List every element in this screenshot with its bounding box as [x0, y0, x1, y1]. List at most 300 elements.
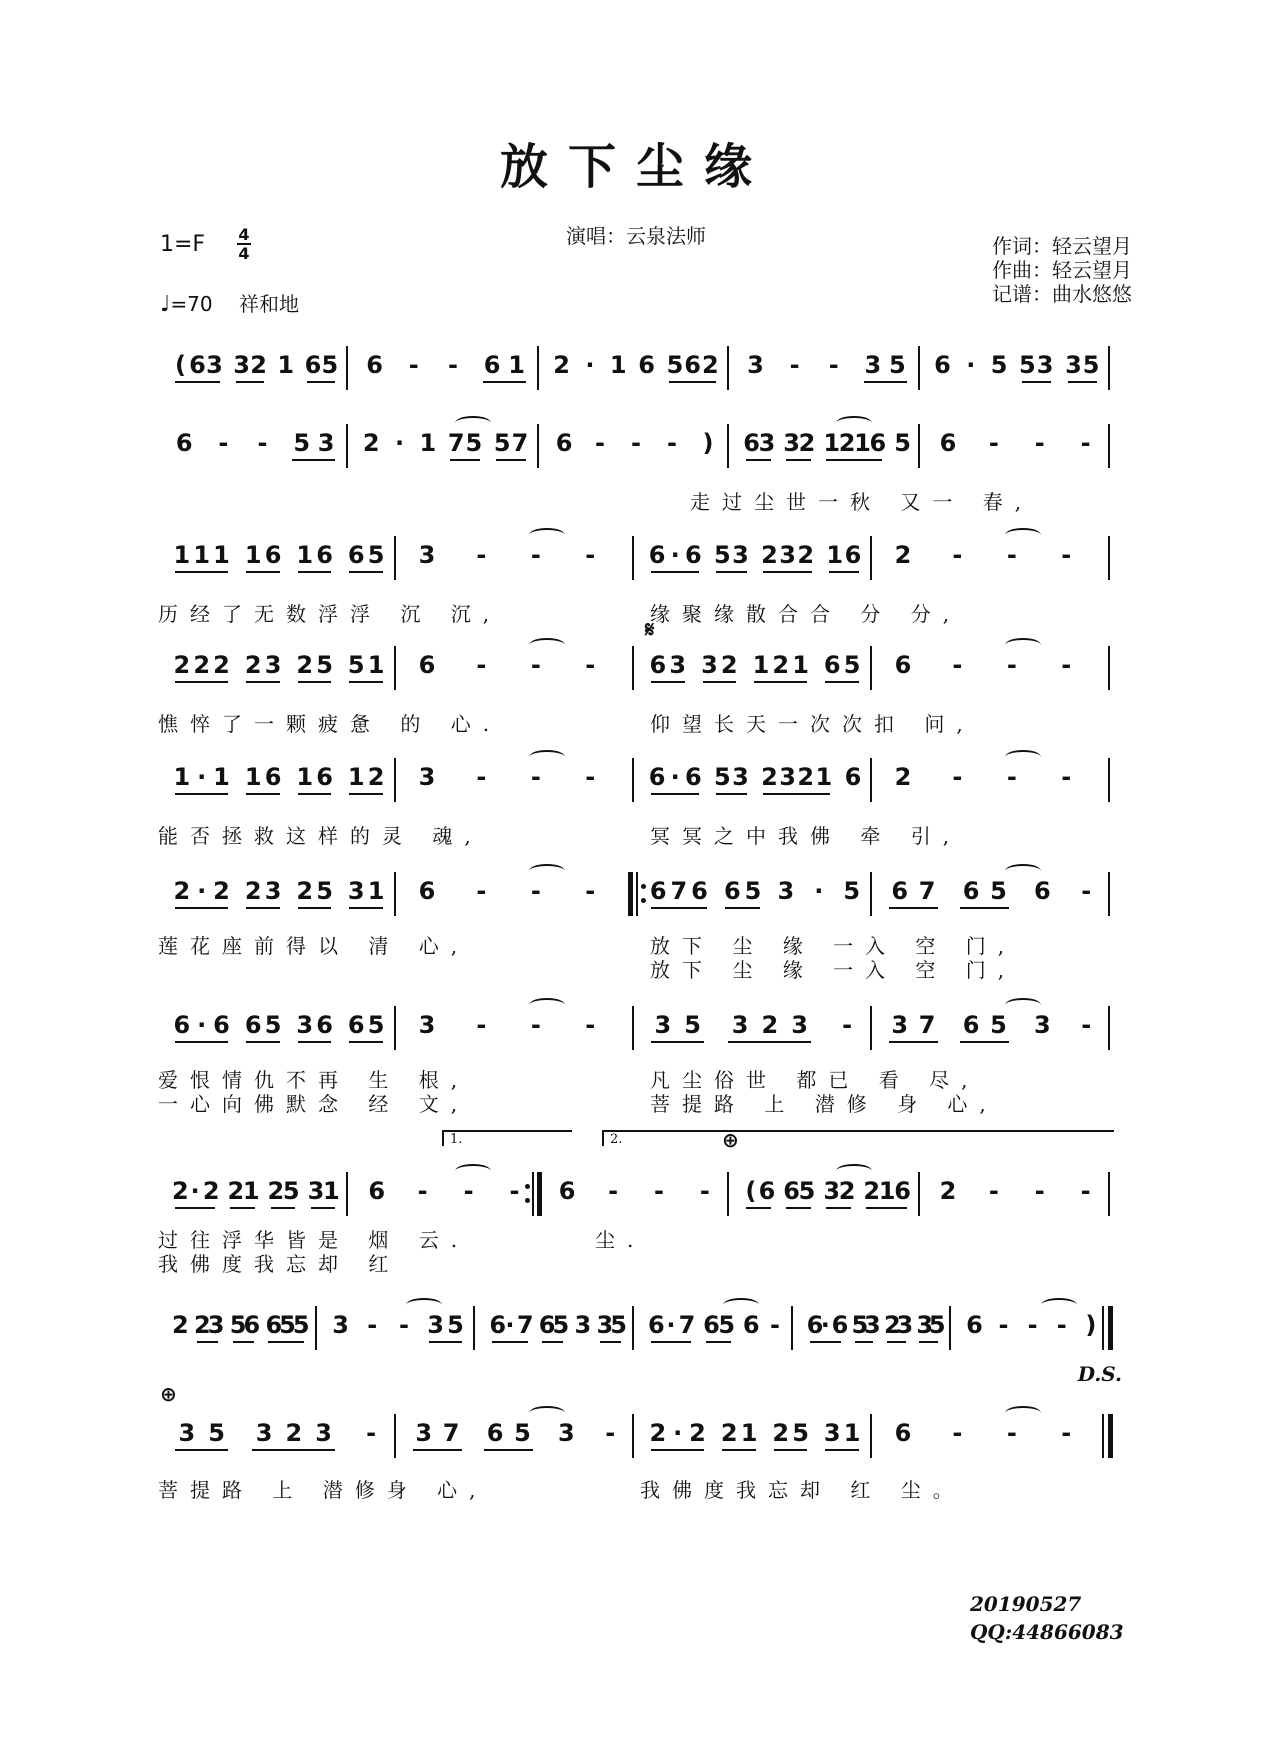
note-digit: 6: [243, 1311, 261, 1339]
note-digit: 5: [282, 1177, 300, 1205]
lyric-line: 莲花座前得以 清 心,: [158, 934, 470, 958]
underline-beam: [175, 1449, 228, 1451]
note-digit: 2: [797, 763, 815, 791]
lyric-line: 憔悴了一颗疲惫 的 心.: [158, 712, 502, 736]
dash-note: -: [1027, 1311, 1038, 1339]
note-digit: 1: [173, 763, 191, 791]
dash-note: -: [476, 541, 487, 569]
note-digit: 1: [740, 1419, 758, 1447]
note-digit: 3: [783, 429, 800, 457]
underline-beam: [298, 907, 332, 909]
underline-beam: [349, 793, 383, 795]
note-digit: 6: [844, 541, 862, 569]
note-digit: 6: [966, 1311, 983, 1339]
note-digit: 1: [244, 763, 262, 791]
dash-note: -: [631, 429, 641, 457]
note-digit: 5: [367, 1011, 385, 1039]
note-digit: 6: [1034, 877, 1051, 905]
note-digit: 6: [758, 1177, 776, 1205]
note-digit: 2: [250, 351, 267, 379]
dash-note: -: [1006, 1419, 1017, 1447]
slur-mark: [529, 998, 565, 1012]
note-digit: 6: [648, 1311, 665, 1339]
underline-beam: [786, 1207, 811, 1209]
note-digit: 2: [798, 429, 816, 457]
note-digit: 6: [649, 877, 667, 905]
note-digit: 1: [826, 541, 844, 569]
underline-beam: [450, 459, 479, 461]
note-digit: 5: [718, 1311, 736, 1339]
bar-line: [394, 872, 396, 916]
composer-credit: 作曲：轻云望月: [992, 258, 1132, 282]
note-digit: 1: [367, 651, 385, 679]
double-bar-line: [1102, 1306, 1104, 1350]
note-digit: 3: [415, 1419, 433, 1447]
dash-note: -: [585, 1011, 596, 1039]
note-digit: 2: [894, 541, 912, 569]
slur-mark: [1005, 1406, 1041, 1420]
volta-first-label: 1.: [450, 1132, 463, 1147]
note-digit: 1: [296, 763, 314, 791]
note-digit: 1: [193, 541, 211, 569]
note-digit: 5: [208, 1419, 225, 1447]
note-digit: 6: [175, 429, 193, 457]
underline-beam: [716, 793, 746, 795]
underline-beam: [703, 681, 737, 683]
underline-beam: [236, 381, 264, 383]
paren-symbol: (: [175, 351, 186, 379]
dot-augment: ·: [670, 763, 680, 791]
paren-symbol: ): [702, 429, 714, 457]
note-digit: 2: [244, 651, 262, 679]
note-digit: 6: [368, 1177, 386, 1205]
note-digit: 5: [798, 1177, 816, 1205]
slur-mark: [529, 638, 565, 652]
note-digit: 3: [779, 763, 796, 791]
lyricist-credit: 作词：轻云望月: [992, 234, 1132, 258]
footer-info: [970, 1590, 1124, 1646]
underline-beam: [786, 459, 811, 461]
note-digit: 1: [173, 541, 191, 569]
tempo-marking: [160, 288, 299, 317]
lyric-line: 爱恨情仇不再 生 根,: [158, 1068, 470, 1092]
dash-note: -: [476, 1011, 487, 1039]
underline-beam: [866, 1207, 906, 1209]
note-digit: 3: [418, 1011, 436, 1039]
note-digit: 2: [227, 1177, 245, 1205]
note-digit: 6: [316, 541, 333, 569]
lyric-line: 历经了无数浮浮 沉 沉,: [158, 602, 502, 626]
note-digit: 2: [367, 763, 385, 791]
underline-beam: [651, 1341, 691, 1343]
bar-line: [727, 346, 729, 390]
note-digit: 6: [538, 1311, 556, 1339]
note-digit: 3: [332, 1311, 349, 1339]
underline-beam: [763, 793, 830, 795]
credits-block: [992, 234, 1132, 306]
bar-line: [918, 424, 920, 468]
note-digit: 1: [823, 429, 841, 457]
underline-beam: [651, 1041, 704, 1043]
note-digit: 3: [732, 763, 749, 791]
note-digit: 6: [486, 1419, 504, 1447]
underline-beam: [746, 1207, 771, 1209]
underline-beam: [483, 381, 526, 383]
slur-mark: [1005, 528, 1041, 542]
dash-note: -: [842, 1011, 853, 1039]
note-digit: 6: [555, 429, 573, 457]
dash-note: -: [988, 429, 999, 457]
note-digit: 3: [296, 1011, 314, 1039]
bar-line: [1108, 346, 1110, 390]
bar-line: [727, 1172, 729, 1216]
note-digit: 7: [918, 1011, 936, 1039]
dash-note: -: [595, 429, 605, 457]
note-digit: 5: [493, 429, 511, 457]
underline-beam: [413, 1449, 462, 1451]
note-digit: 3: [701, 651, 718, 679]
note-digit: 5: [1019, 351, 1036, 379]
note-digit: 6: [648, 763, 666, 791]
dot-augment: ·: [820, 1311, 830, 1339]
note-digit: 6: [489, 1311, 507, 1339]
note-digit: 3: [574, 1311, 592, 1339]
note-digit: 2: [172, 1311, 189, 1339]
lyric-line: 过往浮华皆是 烟 云.: [158, 1228, 470, 1252]
dash-note: -: [653, 1177, 664, 1205]
volta-first-ending: [442, 1130, 572, 1146]
note-digit: 2: [797, 541, 815, 569]
underline-beam: [825, 681, 859, 683]
note-digit: 6: [304, 351, 322, 379]
underline-beam: [349, 907, 383, 909]
note-digit: 1: [609, 351, 627, 379]
note-digit: 3: [596, 1311, 614, 1339]
song-title: 放下尘缘: [499, 139, 772, 195]
repeat-dot: [525, 1198, 530, 1203]
note-digit: 7: [918, 877, 936, 905]
underline-beam: [722, 1449, 756, 1451]
bar-line: [1108, 1006, 1110, 1050]
note-digit: 2: [720, 1419, 738, 1447]
note-digit: 3: [916, 1311, 934, 1339]
dash-note: -: [1061, 541, 1072, 569]
note-digit: 5: [666, 351, 684, 379]
slur-mark: [406, 1298, 442, 1312]
bar-line: [918, 346, 920, 390]
underline-beam: [298, 1041, 332, 1043]
note-digit: 3: [1034, 1011, 1051, 1039]
note-digit: 2: [649, 1419, 667, 1447]
slur-mark: [529, 528, 565, 542]
note-digit: 5: [851, 1311, 869, 1339]
underline-beam: [298, 793, 332, 795]
note-digit: 1: [347, 763, 365, 791]
repeat-dot: [641, 898, 646, 903]
dash-note: -: [1056, 1311, 1067, 1339]
bar-line: [870, 1414, 872, 1458]
note-digit: 3: [823, 1419, 841, 1447]
volta-second-label: 2.: [610, 1132, 623, 1147]
note-digit: 6: [316, 763, 333, 791]
dot-augment: ·: [197, 1011, 207, 1039]
bar-line: [537, 346, 539, 390]
dash-note: -: [530, 763, 541, 791]
underline-beam: [960, 907, 1009, 909]
lyric-line: 一心向佛默念 经 文,: [158, 1092, 470, 1116]
notation-row: [0, 1010, 1272, 1116]
note-digit: 5: [279, 1311, 296, 1339]
underline-beam: [706, 1341, 731, 1343]
underline-beam: [651, 1449, 704, 1451]
underline-beam: [298, 681, 332, 683]
note-digit: 7: [516, 1311, 534, 1339]
underline-beam: [889, 907, 938, 909]
note-digit: 3: [264, 651, 282, 679]
qq-contact: QQ:44866083: [970, 1620, 1124, 1644]
note-digit: 6: [265, 1311, 283, 1339]
note-digit: 3: [791, 1011, 808, 1039]
note-digit: 5: [990, 1011, 1007, 1039]
dot-augment: ·: [673, 1419, 683, 1447]
note-digit: 2: [285, 1419, 303, 1447]
repeat-dot: [525, 1184, 530, 1189]
coda-icon: ⊕: [160, 1382, 177, 1406]
bar-line: [394, 1006, 396, 1050]
note-digit: 2: [883, 1311, 901, 1339]
bar-line: [473, 1306, 475, 1350]
note-digit: 5: [229, 1311, 247, 1339]
dash-note: -: [476, 763, 487, 791]
repeat-start-thin: [636, 872, 638, 916]
dash-note: -: [988, 1177, 999, 1205]
dash-note: -: [1034, 429, 1045, 457]
bar-line: [870, 646, 872, 690]
dot-augment: ·: [666, 1311, 676, 1339]
note-digit: 6: [189, 351, 206, 379]
coda-icon: ⊕: [722, 1128, 739, 1152]
note-digit: 6: [684, 541, 702, 569]
note-digit: 6: [418, 877, 436, 905]
bar-line: [1108, 646, 1110, 690]
dot-augment: ·: [585, 351, 595, 379]
lyric-line: 走过尘世一秋 又一 春,: [690, 490, 1034, 514]
time-signature-bottom: 4: [238, 244, 250, 263]
time-signature-top: 4: [238, 225, 250, 244]
underline-beam: [651, 571, 699, 573]
note-digit: 3: [669, 651, 687, 679]
dash-note: -: [417, 1177, 428, 1205]
note-digit: 1: [752, 651, 770, 679]
note-digit: 3: [233, 351, 250, 379]
note-digit: 6: [783, 1177, 800, 1205]
underline-beam: [600, 1341, 621, 1343]
underline-beam: [175, 571, 228, 573]
note-digit: 5: [465, 429, 483, 457]
dash-note: -: [1080, 1177, 1091, 1205]
note-digit: 2: [689, 1419, 706, 1447]
underline-beam: [292, 459, 335, 461]
note-digit: 3: [864, 351, 882, 379]
note-digit: 2: [838, 429, 856, 457]
note-digit: 1: [322, 1177, 340, 1205]
note-digit: 1: [277, 351, 295, 379]
bar-line: [394, 1414, 396, 1458]
underline-beam: [349, 681, 383, 683]
dash-note: -: [218, 429, 229, 457]
note-digit: 1: [244, 541, 262, 569]
note-digit: 6: [934, 351, 951, 379]
note-digit: 3: [779, 541, 796, 569]
note-digit: 2: [939, 1177, 957, 1205]
note-digit: 6: [684, 351, 701, 379]
dash-note: -: [952, 651, 963, 679]
underline-beam: [175, 907, 228, 909]
underline-beam: [175, 1041, 228, 1043]
dash-note: -: [398, 1311, 409, 1339]
note-digit: 6: [264, 763, 282, 791]
note-digit: 1: [878, 1177, 896, 1205]
underline-beam: [175, 1207, 215, 1209]
dot-augment: ·: [197, 763, 207, 791]
underline-beam: [864, 381, 907, 383]
dash-note: -: [952, 763, 963, 791]
lyric-line: 放下 尘 缘 一入 空 门,: [650, 934, 1017, 958]
notation-row: [0, 1176, 1272, 1276]
note-digit: 6: [648, 541, 666, 569]
note-digit: 6: [684, 763, 702, 791]
underline-beam: [825, 1449, 859, 1451]
underline-beam: [298, 571, 332, 573]
dash-note: -: [585, 763, 596, 791]
note-digit: 6: [939, 429, 957, 457]
underline-beam: [754, 681, 807, 683]
note-digit: 6: [173, 1011, 191, 1039]
slur-mark: [836, 416, 872, 430]
note-digit: 3: [731, 1011, 749, 1039]
bar-line: [346, 346, 348, 390]
underline-beam: [829, 571, 859, 573]
note-digit: 2: [863, 1177, 881, 1205]
bar-line: [632, 1414, 634, 1458]
note-digit: 5: [990, 877, 1007, 905]
lyric-line: 我佛度我忘却 红: [158, 1252, 401, 1276]
dash-note: -: [1080, 429, 1091, 457]
note-digit: 2: [720, 651, 738, 679]
slur-mark: [529, 1406, 565, 1420]
bar-line: [727, 424, 729, 468]
note-digit: 2: [772, 1419, 790, 1447]
dash-note: -: [952, 541, 963, 569]
slur-mark: [455, 1164, 491, 1178]
lyric-line: 仰望长天一次次扣 问,: [650, 712, 975, 736]
bar-line: [346, 1172, 348, 1216]
note-digit: 5: [843, 651, 861, 679]
note-digit: 6: [806, 1311, 824, 1339]
bar-line: [632, 1006, 634, 1050]
bar-line: [949, 1306, 951, 1350]
lyric-line: 凡尘俗世 都已 看 尽,: [650, 1068, 980, 1092]
underline-beam: [175, 681, 228, 683]
slur-mark: [1005, 998, 1041, 1012]
note-digit: 6: [894, 1177, 911, 1205]
dash-note: -: [770, 1311, 780, 1339]
note-digit: 5: [447, 1311, 464, 1339]
note-digit: 5: [889, 351, 906, 379]
note-digit: 6: [723, 877, 741, 905]
note-digit: 6: [869, 429, 887, 457]
underline-beam: [542, 1341, 563, 1343]
underline-beam: [307, 381, 335, 383]
underline-beam: [246, 681, 280, 683]
bar-line: [1108, 1172, 1110, 1216]
notation-row: [0, 876, 1272, 982]
dash-note: -: [408, 351, 419, 379]
note-digit: 2: [894, 763, 912, 791]
underline-beam: [1022, 381, 1051, 383]
slur-mark: [1005, 864, 1041, 878]
underline-beam: [246, 571, 280, 573]
notation-row: [0, 1310, 1272, 1370]
dash-note: -: [1061, 651, 1072, 679]
note-digit: 5: [744, 877, 762, 905]
dash-note: -: [828, 351, 839, 379]
note-digit: 3: [654, 1011, 672, 1039]
note-digit: 5: [713, 541, 731, 569]
dash-note: -: [585, 877, 596, 905]
final-bar-line: [1108, 1414, 1113, 1458]
note-digit: 5: [1082, 351, 1100, 379]
lyric-line: 缘聚缘散合合 分 分,: [650, 602, 962, 626]
underline-beam: [855, 1341, 874, 1343]
note-digit: 3: [264, 877, 282, 905]
dash-note: -: [366, 1419, 377, 1447]
underline-beam: [484, 1449, 533, 1451]
lyric-line: 放下 尘 缘 一入 空 门,: [650, 958, 1017, 982]
note-digit: 6: [638, 351, 655, 379]
note-digit: 7: [670, 877, 688, 905]
bar-line: [791, 1306, 793, 1350]
note-digit: 6: [703, 1311, 720, 1339]
note-digit: 6: [894, 651, 912, 679]
underline-beam: [246, 793, 280, 795]
notation-row: [0, 1418, 1272, 1502]
dash-note: -: [952, 1419, 963, 1447]
bar-line: [632, 646, 634, 690]
bar-line: [346, 424, 348, 468]
note-digit: 2: [172, 1177, 189, 1205]
note-digit: 5: [316, 651, 333, 679]
repeat-dot: [641, 884, 646, 889]
note-digit: 2: [772, 651, 790, 679]
underline-beam: [252, 1449, 335, 1451]
note-digit: 2: [362, 429, 380, 457]
underline-beam: [230, 1207, 255, 1209]
underline-beam: [496, 459, 525, 461]
note-digit: 2: [193, 651, 211, 679]
note-digit: 2: [202, 1177, 220, 1205]
bar-line: [870, 536, 872, 580]
note-digit: 3: [418, 541, 436, 569]
bar-line: [1108, 758, 1110, 802]
bar-line: [537, 424, 539, 468]
lyric-line: 菩提路 上 潜修身 心,: [158, 1478, 488, 1502]
underline-beam: [728, 1041, 811, 1043]
lyric-line: 尘.: [595, 1228, 646, 1252]
note-digit: 2: [213, 651, 230, 679]
note-digit: 2: [761, 1011, 779, 1039]
underline-beam: [651, 907, 707, 909]
